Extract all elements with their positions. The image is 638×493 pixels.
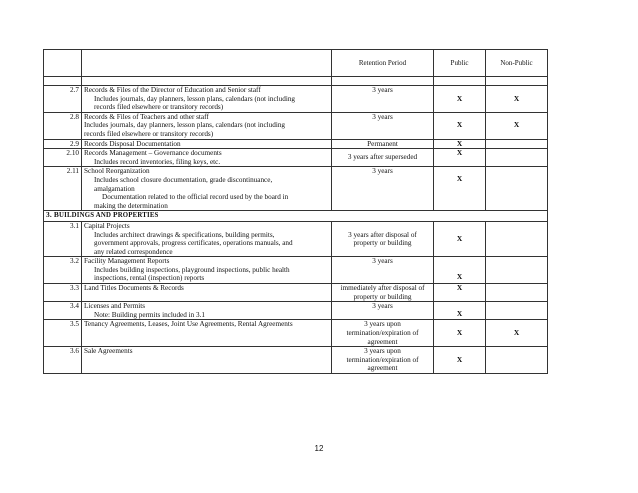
public-mark: X <box>434 320 486 347</box>
table-row <box>44 347 548 374</box>
record-number: 2.8 <box>44 112 82 139</box>
record-description <box>82 112 332 139</box>
record-detail: Note: Building permits included in 3.1 <box>94 310 205 319</box>
header-nonpublic: Non-Public <box>486 50 548 77</box>
record-title: Records Management – Governance documents <box>84 149 222 158</box>
nonpublic-mark: X <box>486 112 548 139</box>
spacer-cell <box>434 77 486 86</box>
retention-period <box>332 320 434 347</box>
retention-line: termination/expiration of <box>346 355 419 364</box>
record-description <box>82 257 332 284</box>
page-number: 12 <box>314 444 324 453</box>
record-title: Records & Files of Teachers and other staff <box>84 112 209 121</box>
retention-period: 3 years <box>332 257 434 284</box>
record-detail: Includes building inspections, playground inspections, public health <box>94 265 290 274</box>
table-row <box>44 149 548 167</box>
section-heading-row <box>44 211 548 222</box>
record-title: Sale Agreements <box>82 347 332 374</box>
public-mark: X <box>434 149 486 167</box>
record-detail: Includes architect drawings & specifications, building permits, <box>94 230 275 239</box>
public-mark: X <box>434 221 486 256</box>
retention-period: Permanent <box>332 139 434 149</box>
spacer-cell <box>486 77 548 86</box>
table-header-row <box>44 50 548 77</box>
record-description <box>82 149 332 167</box>
record-title: Records & Files of the Director of Education and Senior staff <box>84 86 261 94</box>
record-detail: Documentation related to the official record used by the board in <box>102 193 289 202</box>
record-number: 3.2 <box>44 257 82 284</box>
section-number: 3. <box>46 210 52 220</box>
nonpublic-cell <box>486 302 548 320</box>
header-public: Public <box>434 50 486 77</box>
nonpublic-cell <box>486 221 548 256</box>
header-retention: Retention Period <box>332 50 434 77</box>
record-title: Licenses and Permits <box>84 302 146 311</box>
public-mark: X <box>434 139 486 149</box>
record-title: Facility Management Reports <box>84 257 170 266</box>
record-detail: inspections, rental (inspection) reports <box>94 274 205 283</box>
record-description <box>82 167 332 211</box>
record-detail: Includes journals, day planners, lesson plans, calendars (not including <box>84 121 286 130</box>
retention-line: 3 years after disposal of <box>348 230 417 239</box>
section-title-part: B <box>53 210 59 220</box>
spacer-cell <box>332 77 434 86</box>
nonpublic-mark: X <box>486 320 548 347</box>
record-title: Land Titles Documents & Records <box>82 284 332 302</box>
record-description <box>82 302 332 320</box>
retention-line: agreement <box>367 337 398 346</box>
record-description <box>82 86 332 113</box>
table-spacer-row <box>44 77 548 86</box>
retention-period: 3 years <box>332 86 434 113</box>
record-title: Capital Projects <box>84 221 130 230</box>
record-detail: Includes school closure documentation, grade discontinuance, <box>94 175 273 184</box>
record-title: Tenancy Agreements, Leases, Joint Use Agreements, Rental Agreements <box>82 320 332 347</box>
record-number: 2.11 <box>44 167 82 211</box>
retention-line: agreement <box>367 364 398 373</box>
public-mark: X <box>434 167 486 211</box>
retention-line: 3 years upon <box>364 347 401 356</box>
retention-line: property or building <box>353 239 412 248</box>
nonpublic-cell <box>486 284 548 302</box>
public-mark: X <box>434 112 486 139</box>
record-number: 3.6 <box>44 347 82 374</box>
section-title-part: P <box>112 210 118 220</box>
retention-line: termination/expiration of <box>346 329 419 338</box>
record-detail: Includes record inventories, filing keys, etc. <box>94 157 221 166</box>
table-row <box>44 86 548 113</box>
retention-period: 3 years <box>332 167 434 211</box>
retention-period: 3 years after superseded <box>332 149 434 167</box>
section-title-part: UILDINGS AND <box>59 212 113 220</box>
records-retention-table <box>43 49 548 374</box>
record-number: 3.5 <box>44 320 82 347</box>
table-row <box>44 112 548 139</box>
record-detail: records filed elsewhere or transitory records) <box>94 103 224 112</box>
table-row <box>44 221 548 256</box>
spacer-cell <box>44 77 82 86</box>
public-mark: X <box>434 86 486 113</box>
section-heading <box>44 211 548 222</box>
nonpublic-cell <box>486 347 548 374</box>
record-number: 3.1 <box>44 221 82 256</box>
record-number: 2.10 <box>44 149 82 167</box>
record-title: Records Disposal Documentation <box>82 139 332 149</box>
record-description <box>82 221 332 256</box>
record-detail: any related correspondence <box>94 247 173 256</box>
spacer-cell <box>82 77 332 86</box>
retention-period: 3 years <box>332 302 434 320</box>
table-row <box>44 302 548 320</box>
public-mark: X <box>434 302 486 320</box>
nonpublic-cell <box>486 257 548 284</box>
public-mark: X <box>434 284 486 302</box>
nonpublic-mark: X <box>486 86 548 113</box>
public-mark: X <box>434 257 486 284</box>
record-number: 2.9 <box>44 139 82 149</box>
table-row <box>44 257 548 284</box>
record-detail: Includes journals, day planners, lesson plans, calendars (not including <box>94 94 296 103</box>
table-row <box>44 167 548 211</box>
record-detail: amalgamation <box>94 184 135 193</box>
retention-period <box>332 284 434 302</box>
table-row <box>44 320 548 347</box>
nonpublic-cell <box>486 167 548 211</box>
section-title-part: ROPERTIES <box>117 212 159 220</box>
retention-period: 3 years <box>332 112 434 139</box>
retention-period <box>332 347 434 374</box>
nonpublic-cell <box>486 139 548 149</box>
header-blank-num <box>44 50 82 77</box>
retention-line: property or building <box>353 292 412 301</box>
record-detail: making the determination <box>94 201 168 210</box>
table-row <box>44 284 548 302</box>
table-row <box>44 139 548 149</box>
record-number: 3.3 <box>44 284 82 302</box>
header-blank-desc <box>82 50 332 77</box>
record-title: School Reorganization <box>84 167 150 176</box>
record-detail: government approvals, progress certificates, operations manuals, and <box>94 239 293 248</box>
nonpublic-cell <box>486 149 548 167</box>
record-detail: records filed elsewhere or transitory records) <box>84 129 214 138</box>
public-mark: X <box>434 347 486 374</box>
record-number: 3.4 <box>44 302 82 320</box>
record-number: 2.7 <box>44 86 82 113</box>
retention-line: immediately after disposal of <box>340 284 425 293</box>
retention-line: 3 years upon <box>364 320 401 329</box>
retention-period <box>332 221 434 256</box>
